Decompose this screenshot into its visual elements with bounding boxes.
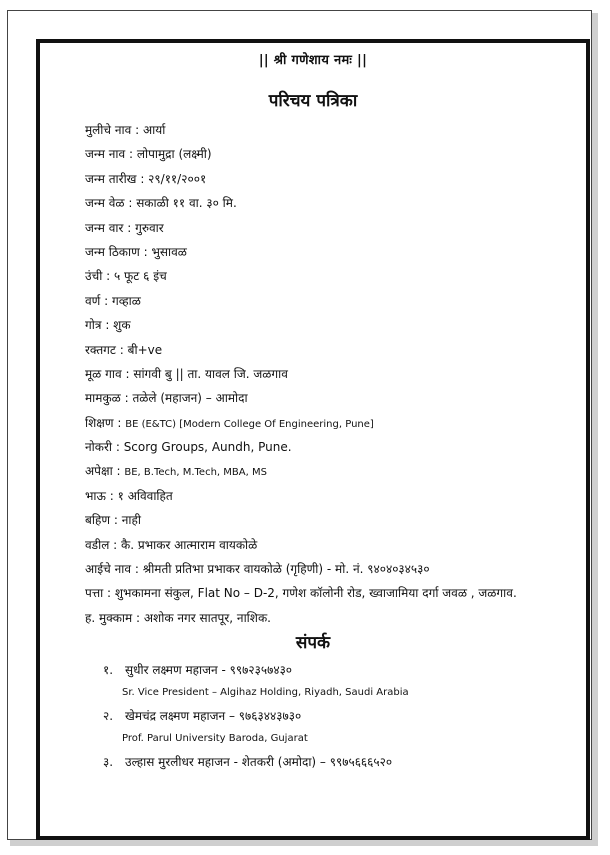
detail-label: जन्म वेळ: [85, 196, 125, 211]
contact-number: ३.: [103, 755, 114, 769]
detail-row: [85, 581, 574, 605]
detail-value: तळेले (महाजन) – आमोदा: [132, 391, 248, 406]
detail-row: [85, 191, 574, 215]
detail-row: [85, 435, 574, 459]
detail-label: आईचे नाव: [85, 562, 132, 577]
detail-value: श्रीमती प्रतिभा प्रभाकर वायकोळे (गृहिणी) - मो. नं. ९४०४०३४५३०: [142, 562, 430, 577]
detail-label: जन्म वार: [85, 220, 124, 235]
detail-label: जन्म तारीख: [85, 171, 137, 186]
detail-separator: :: [132, 610, 144, 625]
detail-label: जन्म नाव: [85, 147, 126, 162]
detail-label: पत्ता: [85, 586, 104, 601]
detail-row: [85, 459, 574, 483]
detail-separator: :: [110, 513, 122, 528]
detail-separator: :: [113, 415, 126, 430]
page-border: [7, 10, 592, 840]
detail-label: जन्म ठिकाण: [85, 244, 140, 259]
contact-item: [103, 705, 576, 751]
document-title: परिचय पत्रिका: [268, 91, 358, 111]
contact-detail: Prof. Parul University Baroda, Gujarat: [122, 733, 308, 744]
detail-label: उंची: [85, 269, 103, 284]
detail-separator: :: [100, 293, 113, 308]
detail-value: २९/११/२००१: [148, 171, 207, 186]
contact-name: सुधीर लक्ष्मण महाजन - ९९७२३५७४३०: [125, 663, 293, 677]
detail-value: कै. प्रभाकर आत्माराम वायकोळे: [121, 537, 258, 552]
detail-row: [85, 264, 574, 288]
detail-row: [85, 289, 574, 313]
detail-row: [85, 508, 574, 532]
detail-label: वर्ण: [85, 293, 101, 308]
detail-separator: :: [121, 366, 134, 381]
document-frame: [36, 39, 590, 840]
contact-item: [103, 751, 576, 773]
contact-name-row: [103, 659, 576, 681]
biodata-document: [40, 43, 586, 836]
detail-value: अशोक नगर सातपूर, नाशिक.: [143, 610, 271, 625]
detail-value: Scorg Groups, Aundh, Pune.: [123, 440, 292, 455]
detail-label: ह. मुक्काम: [85, 610, 133, 625]
detail-separator: :: [101, 318, 114, 333]
detail-value: गुरुवार: [135, 220, 164, 235]
detail-separator: :: [115, 342, 128, 357]
detail-row: [85, 240, 574, 264]
contacts-list: [103, 659, 576, 773]
detail-row: [85, 557, 574, 581]
detail-row: [85, 338, 574, 362]
detail-label: मुलीचे नाव: [85, 123, 132, 137]
contact-name-row: [103, 705, 576, 727]
detail-row: [85, 533, 574, 557]
contact-number: २.: [103, 709, 114, 723]
detail-row: [85, 142, 574, 166]
detail-value: शुक: [113, 318, 131, 333]
detail-label: मामकुळ: [85, 391, 121, 406]
details-list: [85, 118, 574, 630]
detail-value: आर्या: [142, 123, 166, 137]
detail-label: भाऊ: [85, 488, 106, 503]
detail-value: शुभकामना संकुल, Flat No – D-2, गणेश कॉलोनी रोड, ख्वाजामिया दर्गा जवळ , जळगाव.: [114, 586, 517, 601]
detail-value: गव्हाळ: [112, 293, 141, 308]
detail-separator: :: [136, 171, 149, 186]
detail-value: BE (E&TC) [Modern College Of Engineering, Pune]: [125, 418, 374, 430]
detail-row: [85, 362, 574, 386]
contact-detail: Sr. Vice President – Algihaz Holding, Riyadh, Saudi Arabia: [122, 687, 409, 698]
detail-separator: :: [131, 562, 143, 577]
detail-label: अपेक्षा: [85, 464, 113, 479]
detail-separator: :: [112, 440, 124, 455]
detail-separator: :: [123, 220, 136, 235]
detail-row: [85, 313, 574, 337]
detail-separator: :: [131, 123, 143, 137]
detail-separator: :: [120, 391, 133, 406]
detail-row: [85, 484, 574, 508]
detail-separator: :: [102, 269, 114, 284]
detail-label: रक्तगट: [85, 342, 116, 357]
detail-row: [85, 386, 574, 410]
detail-separator: :: [125, 147, 137, 162]
detail-value: ५ फूट ६ इंच: [113, 269, 167, 284]
detail-separator: :: [139, 244, 152, 259]
contact-heading: संपर्क: [295, 633, 331, 653]
detail-value: बी+ve: [127, 342, 163, 357]
detail-separator: :: [105, 488, 118, 503]
contact-number: १.: [103, 663, 114, 677]
detail-row: [85, 411, 574, 435]
detail-label: गोत्र: [85, 318, 102, 333]
detail-value: १ अविवाहित: [117, 488, 173, 503]
detail-row: [85, 118, 574, 142]
detail-label: मूळ गाव: [85, 366, 122, 381]
contact-name-row: [103, 751, 576, 773]
detail-value: सांगवी बु || ता. यावल जि. जळगाव: [133, 366, 288, 381]
contact-name: खेमचंद्र लक्ष्मण महाजन – ९७६३४४३७३०: [125, 709, 302, 723]
detail-separator: :: [112, 464, 125, 479]
detail-row: [85, 606, 574, 630]
detail-row: [85, 216, 574, 240]
detail-value: लोपामुद्रा (लक्ष्मी): [136, 147, 212, 162]
detail-label: बहिण: [85, 513, 111, 528]
detail-value: BE, B.Tech, M.Tech, MBA, MS: [124, 467, 267, 479]
detail-label: नोकरी: [85, 440, 113, 455]
contact-name: उल्हास मुरलीधर महाजन - शेतकरी (अमोदा) – ९९७५६६६५२०: [125, 755, 393, 769]
detail-value: नाही: [121, 513, 141, 528]
detail-value: भुसावळ: [151, 244, 187, 259]
detail-separator: :: [109, 537, 122, 552]
detail-row: [85, 167, 574, 191]
invocation-line: || श्री गणेशाय नमः ||: [258, 53, 368, 68]
contact-item: [103, 659, 576, 705]
detail-separator: :: [103, 586, 115, 601]
detail-separator: :: [124, 196, 137, 211]
detail-label: वडील: [85, 537, 110, 552]
detail-value: सकाळी ११ वा. ३० मि.: [136, 196, 237, 211]
detail-label: शिक्षण: [85, 415, 114, 430]
